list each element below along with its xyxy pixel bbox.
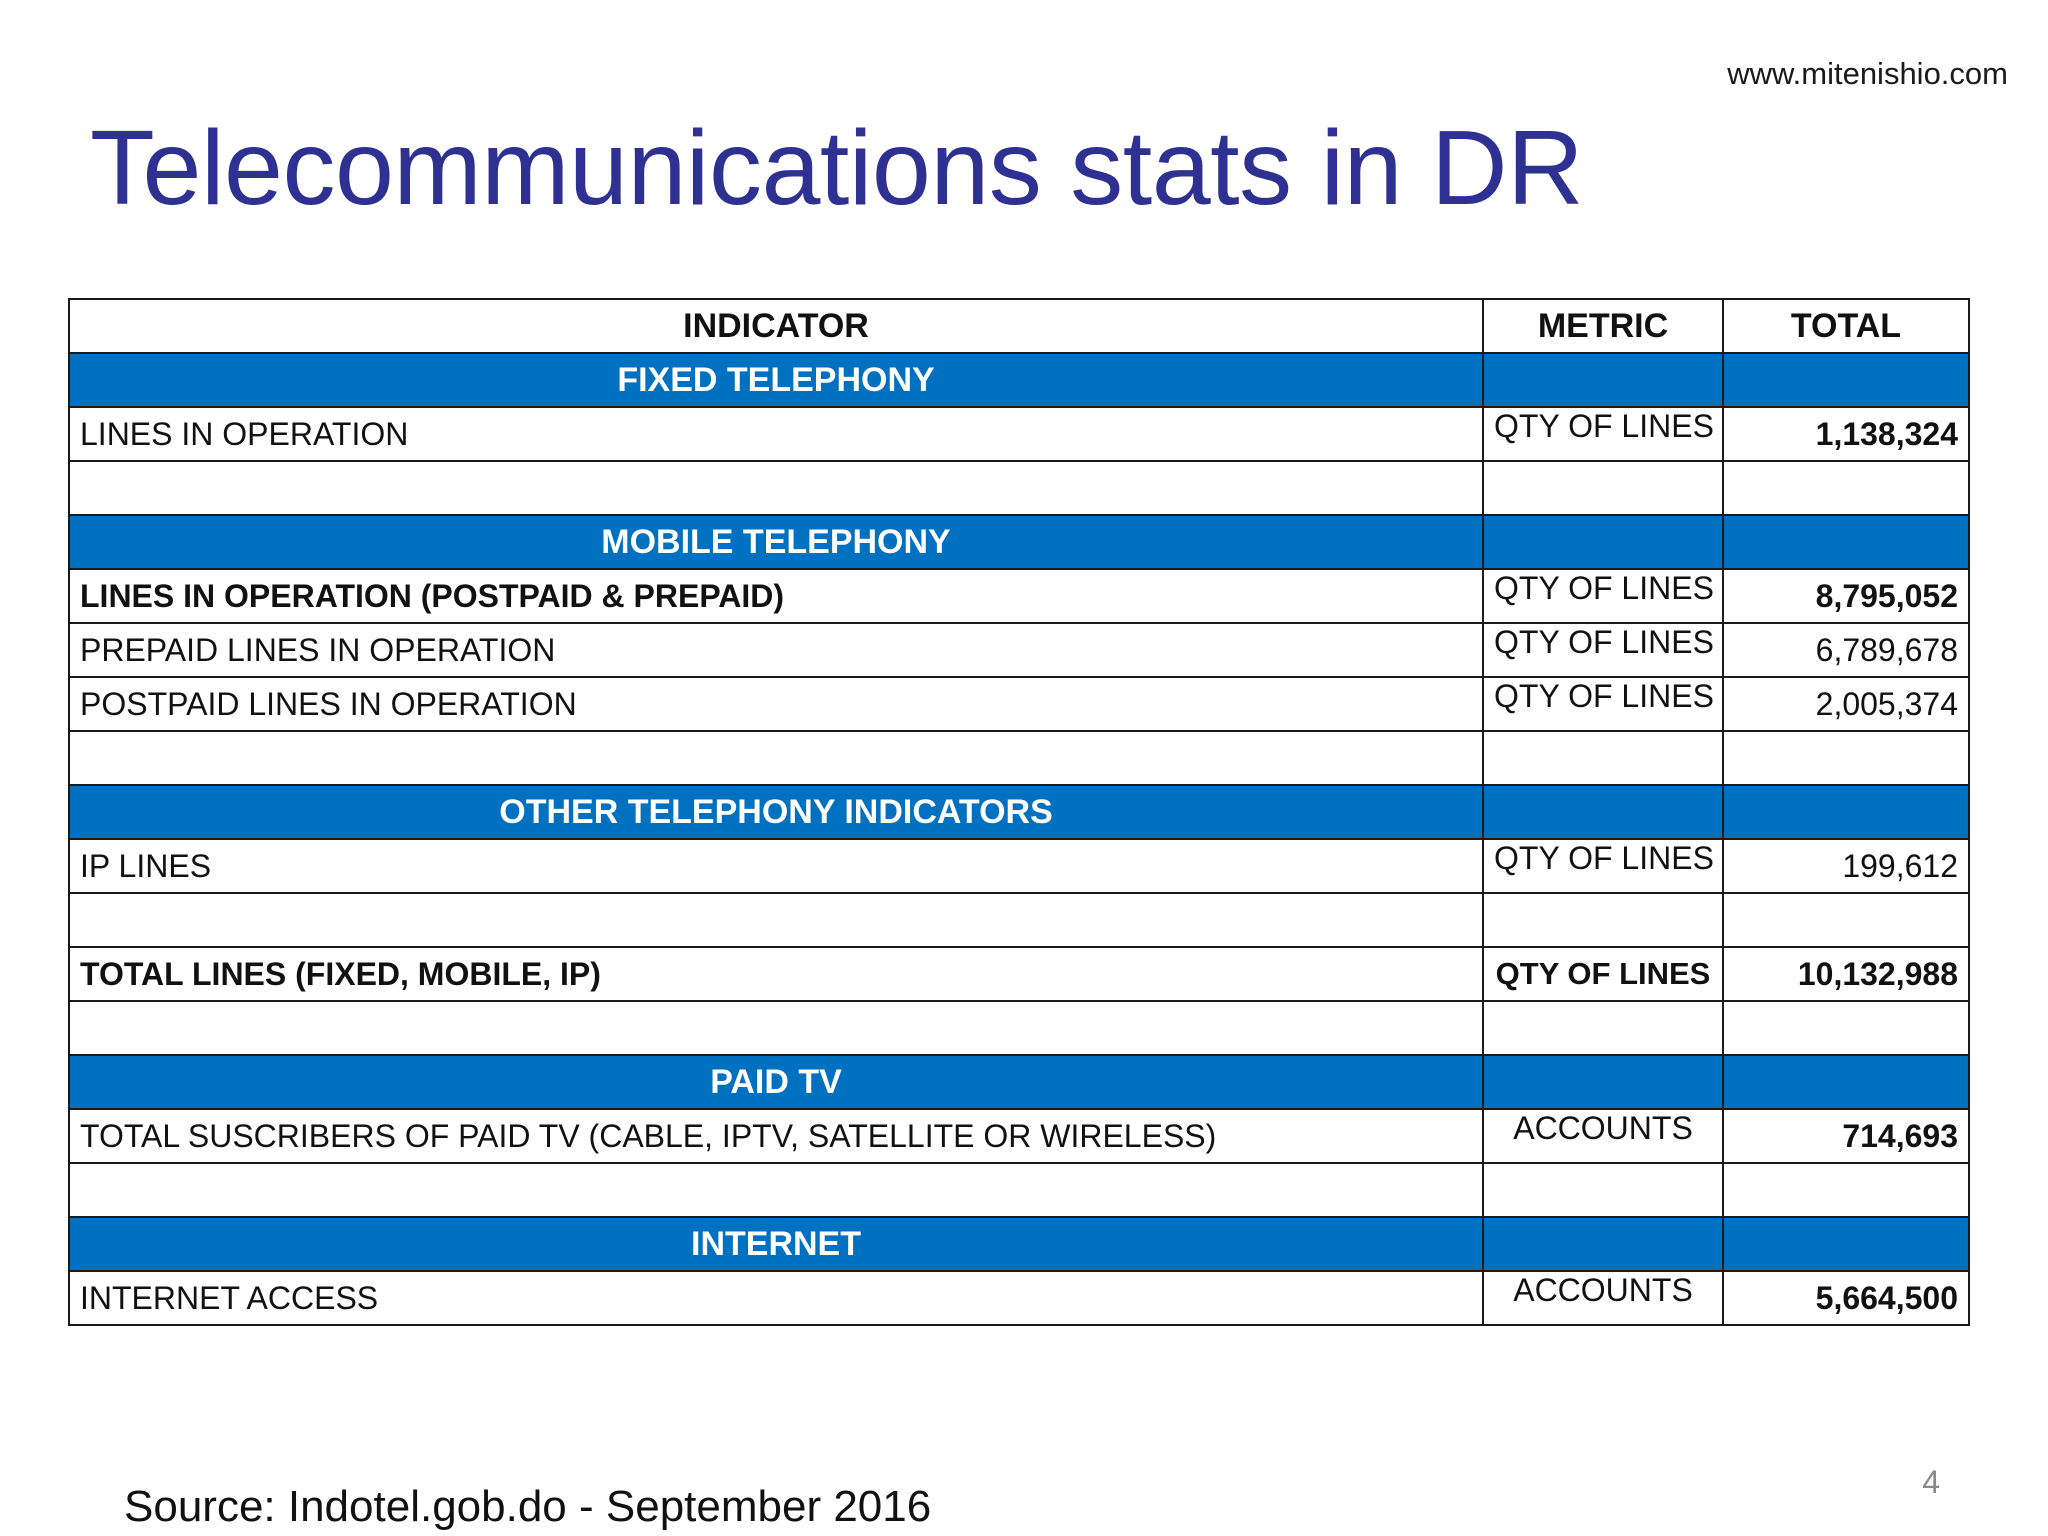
indicator-cell: PREPAID LINES IN OPERATION [69, 623, 1483, 677]
section-header-row [69, 1055, 1969, 1109]
blank-cell [69, 461, 1483, 515]
section-metric-cell [1483, 1217, 1723, 1271]
blank-row [69, 731, 1969, 785]
blank-row [69, 893, 1969, 947]
section-total-cell [1723, 353, 1969, 407]
metric-cell: QTY OF LINES [1483, 947, 1723, 1001]
metric-cell: QTY OF LINES [1483, 623, 1723, 677]
section-title: INTERNET [69, 1217, 1483, 1271]
source-note: Source: Indotel.gob.do - September 2016 [124, 1482, 932, 1531]
indicator-cell: INTERNET ACCESS [69, 1271, 1483, 1325]
page-number: 4 [1922, 1464, 1940, 1500]
section-metric-cell [1483, 353, 1723, 407]
blank-row [69, 1163, 1969, 1217]
indicator-cell: TOTAL SUSCRIBERS OF PAID TV (CABLE, IPTV, SATELLITE OR WIRELESS) [69, 1109, 1483, 1163]
table-header-row [69, 299, 1969, 353]
table-body [69, 353, 1969, 1325]
stats-table [68, 298, 1970, 1326]
blank-cell [1483, 893, 1723, 947]
blank-cell [1483, 1001, 1723, 1055]
page-title: Telecommunications stats in DR [90, 109, 1584, 227]
total-cell: 10,132,988 [1723, 947, 1969, 1001]
blank-cell [1723, 461, 1969, 515]
header-metric: METRIC [1483, 299, 1723, 353]
metric-cell: QTY OF LINES [1483, 569, 1723, 623]
table-row [69, 623, 1969, 677]
section-header-row [69, 785, 1969, 839]
table-row [69, 1109, 1969, 1163]
table-row [69, 569, 1969, 623]
section-header-row [69, 353, 1969, 407]
blank-cell [69, 731, 1483, 785]
section-metric-cell [1483, 515, 1723, 569]
table-row [69, 839, 1969, 893]
website-url: www.mitenishio.com [1727, 56, 2008, 91]
metric-cell: QTY OF LINES [1483, 677, 1723, 731]
metric-cell: QTY OF LINES [1483, 407, 1723, 461]
section-title: MOBILE TELEPHONY [69, 515, 1483, 569]
table-row [69, 1271, 1969, 1325]
indicator-cell: LINES IN OPERATION (POSTPAID & PREPAID) [69, 569, 1483, 623]
section-total-cell [1723, 1055, 1969, 1109]
blank-cell [69, 1163, 1483, 1217]
metric-cell: ACCOUNTS [1483, 1271, 1723, 1325]
metric-cell: QTY OF LINES [1483, 839, 1723, 893]
indicator-cell: IP LINES [69, 839, 1483, 893]
section-total-cell [1723, 515, 1969, 569]
section-total-cell [1723, 1217, 1969, 1271]
total-cell: 714,693 [1723, 1109, 1969, 1163]
blank-cell [69, 893, 1483, 947]
blank-row [69, 1001, 1969, 1055]
header-indicator: INDICATOR [69, 299, 1483, 353]
total-cell: 5,664,500 [1723, 1271, 1969, 1325]
total-cell: 199,612 [1723, 839, 1969, 893]
metric-cell: ACCOUNTS [1483, 1109, 1723, 1163]
blank-cell [1723, 1001, 1969, 1055]
section-title: OTHER TELEPHONY INDICATORS [69, 785, 1483, 839]
section-title: FIXED TELEPHONY [69, 353, 1483, 407]
total-cell: 1,138,324 [1723, 407, 1969, 461]
header-total: TOTAL [1723, 299, 1969, 353]
indicator-cell: POSTPAID LINES IN OPERATION [69, 677, 1483, 731]
indicator-cell: TOTAL LINES (FIXED, MOBILE, IP) [69, 947, 1483, 1001]
blank-cell [1723, 731, 1969, 785]
blank-row [69, 461, 1969, 515]
total-cell: 6,789,678 [1723, 623, 1969, 677]
section-header-row [69, 515, 1969, 569]
blank-cell [1483, 461, 1723, 515]
blank-cell [1483, 731, 1723, 785]
blank-cell [1723, 893, 1969, 947]
section-title: PAID TV [69, 1055, 1483, 1109]
blank-cell [69, 1001, 1483, 1055]
total-cell: 8,795,052 [1723, 569, 1969, 623]
blank-cell [1723, 1163, 1969, 1217]
table-row [69, 407, 1969, 461]
section-metric-cell [1483, 785, 1723, 839]
table-row [69, 947, 1969, 1001]
indicator-cell: LINES IN OPERATION [69, 407, 1483, 461]
table-row [69, 677, 1969, 731]
total-cell: 2,005,374 [1723, 677, 1969, 731]
section-header-row [69, 1217, 1969, 1271]
blank-cell [1483, 1163, 1723, 1217]
section-metric-cell [1483, 1055, 1723, 1109]
section-total-cell [1723, 785, 1969, 839]
